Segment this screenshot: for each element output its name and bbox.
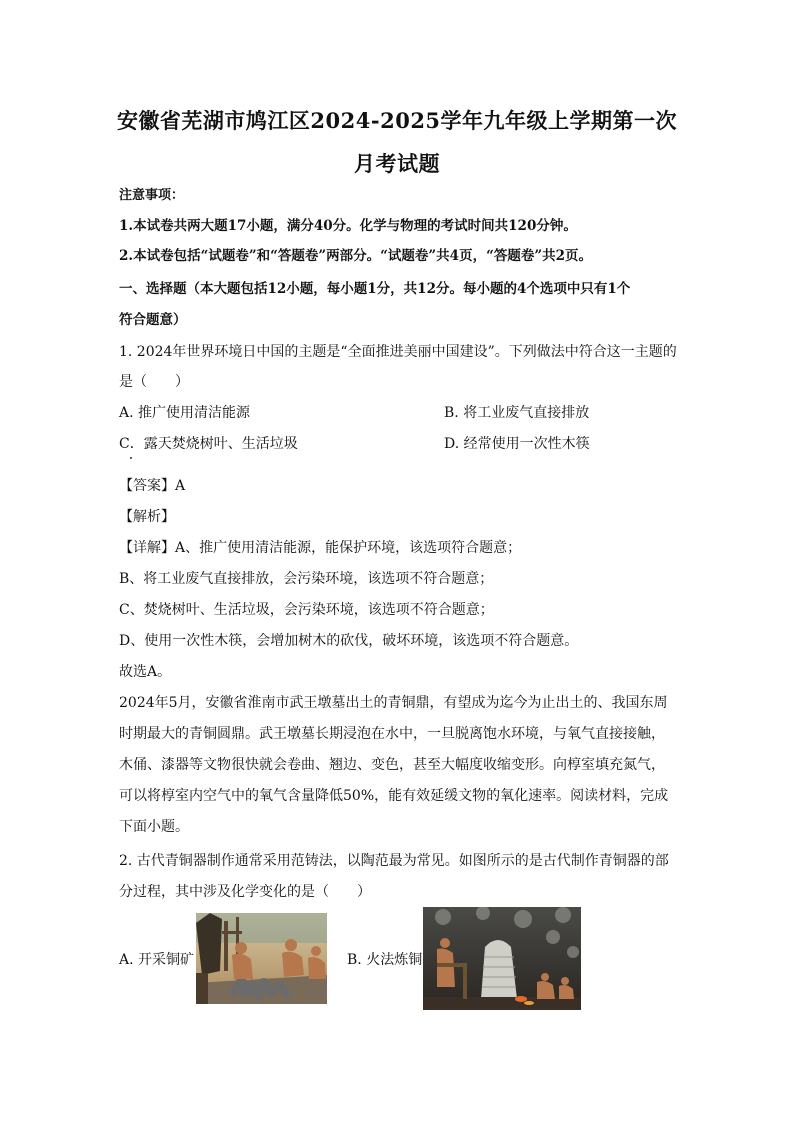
question-1-stem-line2: 是（ ） (119, 374, 189, 390)
question-2-option-a: A. 开采铜矿 (119, 952, 195, 968)
question-1-stem: 1. 2024年世界环境日中国的主题是“全面推进美丽中国建设”。下列做法中符合这一主题的 (119, 344, 677, 360)
analysis-detail-3: C、焚烧树叶、生活垃圾，会污染环境，该选项不符合题意； (119, 602, 494, 618)
analysis-detail-2: B、将工业废气直接排放，会污染环境，该选项不符合题意； (119, 571, 494, 587)
passage-line-3: 木俑、漆器等文物很快就会卷曲、翘边、变色，甚至大幅度收缩变形。向椁室填充氮气， (119, 757, 665, 773)
question-2-stem-line2: 分过程，其中涉及化学变化的是（ ） (119, 884, 371, 900)
page-title-line2: 月考试题 (354, 151, 440, 176)
analysis-detail-4: D、使用一次性木筷，会增加树木的砍伐，破坏环境，该选项不符合题意。 (119, 633, 579, 649)
passage-line-4: 可以将椁室内空气中的氧气含量降低50%，能有效延缓文物的氧化速率。阅读材料，完成 (119, 788, 669, 804)
answer-label: 【答案】A (119, 478, 186, 494)
passage-line-5: 下面小题。 (119, 819, 189, 835)
analysis-detail-1: 【详解】A、推广使用清洁能源，能保护环境，该选项符合题意； (119, 540, 522, 556)
question-1-option-a: A. 推广使用清洁能源 (119, 405, 251, 421)
copper-mining-image (196, 913, 327, 1004)
analysis-label: 【解析】 (119, 509, 175, 525)
section-heading-line2: 符合题意） (119, 312, 187, 328)
stray-dot (130, 457, 132, 459)
passage-line-1: 2024年5月，安徽省淮南市武王墩墓出土的青铜鼎，有望成为迄今为止出土的、我国东周 (119, 695, 668, 711)
notice-item-1: 1.本试卷共两大题17小题，满分40分。化学与物理的考试时间共120分钟。 (119, 218, 577, 234)
section-heading: 一、选择题（本大题包括12小题，每小题1分，共12分。每小题的4个选项中只有1个 (119, 281, 631, 297)
question-2-stem: 2. 古代青铜器制作通常采用范铸法，以陶范最为常见。如图所示的是古代制作青铜器的部 (119, 853, 669, 869)
question-2-option-b: B. 火法炼铜 (347, 952, 423, 968)
page-title: 安徽省芜湖市鸠江区2024-2025学年九年级上学期第一次 (116, 108, 678, 133)
conclusion: 故选A。 (119, 664, 172, 680)
question-1-option-d: D. 经常使用一次性木筷 (444, 436, 590, 452)
passage-line-2: 时期最大的青铜圆鼎。武王墩墓长期浸泡在水中，一旦脱离饱水环境，与氧气直接接触， (119, 726, 665, 742)
notice-heading: 注意事项： (119, 188, 185, 203)
copper-smelting-image (423, 907, 581, 1010)
question-1-option-c: C．露天焚烧树叶、生活垃圾 (119, 436, 298, 452)
question-1-option-b: B. 将工业废气直接排放 (444, 405, 590, 421)
notice-item-2: 2.本试卷包括“试题卷”和“答题卷”两部分。“试题卷”共4页，“答题卷”共2页。 (119, 248, 593, 264)
